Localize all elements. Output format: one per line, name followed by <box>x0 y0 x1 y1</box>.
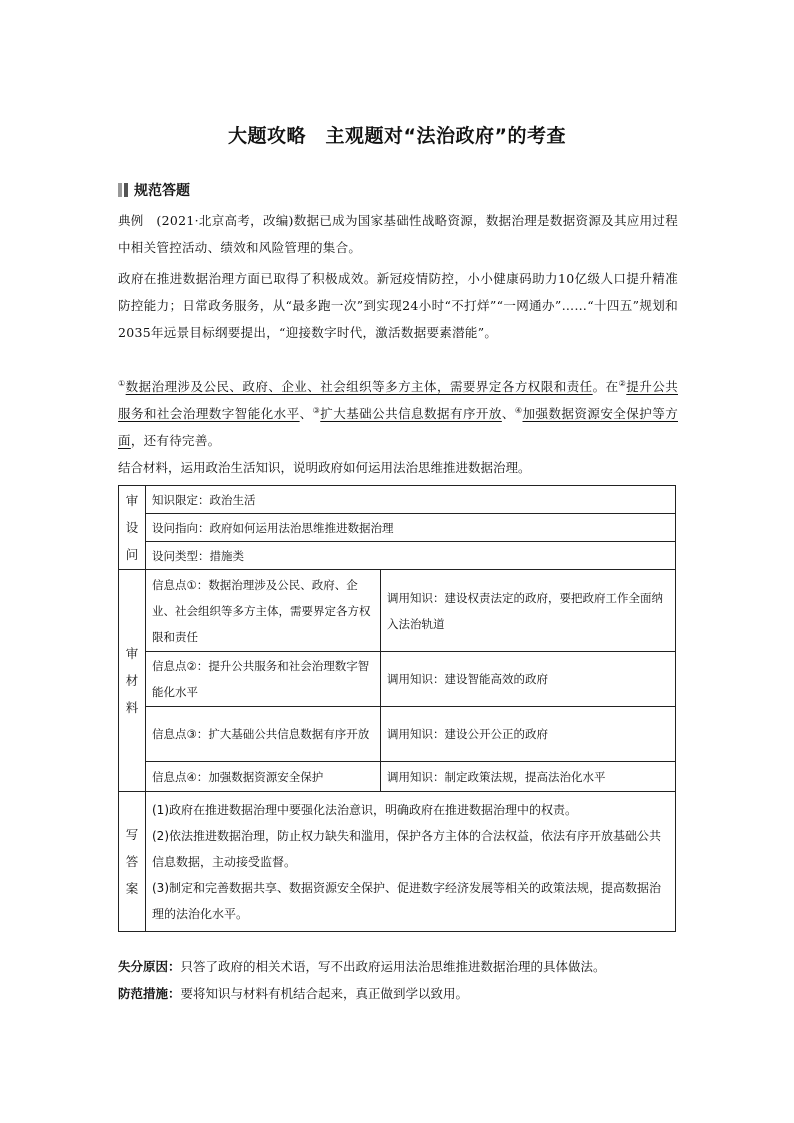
info-point-text: 提升公共服务和社会治理数字智能化水平 <box>152 659 370 699</box>
info-point-cell <box>146 707 381 762</box>
example-line-1: (2021·北京高考，改编)数据已成为国家基础性战略资源，数据治理是数据资源及其应用过程中相关管控活动、绩效和风险管理的集合。 <box>118 213 678 255</box>
info-point-2-text: 提升公共服务和社会治理数字智能化水平 <box>118 379 678 421</box>
info-point-3-text: 扩大基础公共信息数据有序开放 <box>320 406 502 421</box>
question-direction-value: 政府如何运用法治思维推进数据治理 <box>209 520 394 535</box>
question-type-value: 措施类 <box>209 548 244 563</box>
category-label: 审 设 问 <box>125 493 139 562</box>
connector-text: 、 <box>299 406 313 421</box>
category-label: 写 答 案 <box>125 827 139 896</box>
marker-1: ① <box>118 378 126 388</box>
knowledge-label: 调用知识： <box>387 727 445 741</box>
knowledge-label: 调用知识： <box>387 672 445 686</box>
info-point-4-text: 加强数据资源安全保护等方面 <box>118 406 678 448</box>
knowledge-text: 建设公开公正的政府 <box>444 727 548 741</box>
loss-reason-text: 只答了政府的相关术语，写不出政府运用法治思维推进数据治理的具体做法。 <box>180 959 606 974</box>
answer-cell <box>146 792 676 932</box>
category-xiedaan <box>119 792 146 932</box>
knowledge-label: 调用知识： <box>387 769 445 784</box>
answer-item: (3)制定和完善数据共享、数据资源安全保护、促进数字经济发展等相关的政策法规，提高数据治理的法治化水平。 <box>152 880 662 921</box>
knowledge-limit-value: 政治生活 <box>209 492 256 507</box>
knowledge-limit-cell <box>146 486 676 514</box>
info-point-cell <box>146 652 381 707</box>
marker-2: ② <box>618 378 627 388</box>
marker-4: ④ <box>514 405 523 415</box>
example-label: 典例 <box>118 213 144 228</box>
question: 结合材料，运用政治生活知识，说明政府如何运用法治思维推进数据治理。 <box>118 460 531 475</box>
analysis-table <box>118 485 676 932</box>
info-point-text: 扩大基础公共信息数据有序开放 <box>208 727 370 741</box>
knowledge-text: 建设权责法定的政府，要把政府工作全面纳入法治轨道 <box>387 590 663 631</box>
loss-reason-label: 失分原因： <box>118 959 181 974</box>
marker-3: ③ <box>312 405 321 415</box>
knowledge-cell <box>381 707 676 762</box>
info-point-label: 信息点②： <box>152 659 209 673</box>
info-point-cell <box>146 570 381 652</box>
info-point-text: 加强数据资源安全保护 <box>208 769 324 784</box>
section-marker-icon <box>118 183 122 197</box>
loss-reason <box>118 956 678 978</box>
knowledge-text: 制定政策法规，提高法治化水平 <box>444 769 606 784</box>
question-type-cell <box>146 542 676 570</box>
category-shencailiao <box>119 570 146 792</box>
prevention-label: 防范措施： <box>118 986 181 1001</box>
section-heading <box>118 180 638 200</box>
connector-text: ，还有待完善。 <box>130 433 221 448</box>
answer-item: (2)依法推进数据治理，防止权力缺失和滥用，保护各方主体的合法权益，依法有序开放基础公共信息数据，主动接受监督。 <box>152 828 662 869</box>
info-point-label: 信息点①： <box>152 577 209 592</box>
info-point-1-text: 数据治理涉及公民、政府、企业、社会组织等多方主体，需要界定各方权限和责任 <box>125 379 593 394</box>
question-direction-label: 设问指向： <box>152 520 210 535</box>
category-shenshewen <box>119 486 146 570</box>
info-point-label: 信息点④： <box>152 769 209 784</box>
knowledge-cell <box>381 652 676 707</box>
section-marker-icon <box>124 183 128 197</box>
example-material <box>118 373 678 454</box>
category-label: 审 材 料 <box>125 646 139 715</box>
knowledge-limit-label: 知识限定： <box>152 492 210 507</box>
connector-text: 、 <box>501 406 515 421</box>
connector-text: 。在 <box>592 379 619 394</box>
knowledge-text: 建设智能高效的政府 <box>444 672 548 686</box>
info-point-label: 信息点③： <box>152 727 209 741</box>
question-direction-cell <box>146 514 676 542</box>
knowledge-cell <box>381 570 676 652</box>
info-point-text: 数据治理涉及公民、政府、企业、社会组织等多方主体，需要界定各方权限和责任 <box>152 577 371 644</box>
example-intro <box>118 207 678 261</box>
section-title: 规范答题 <box>134 183 190 199</box>
prevention-text: 要将知识与材料有机结合起来，真正做到学以致用。 <box>180 986 469 1001</box>
page-title: 大题攻略 主观题对“法治政府”的考查 <box>228 125 566 147</box>
knowledge-label: 调用知识： <box>387 590 445 605</box>
example-line-2: 政府在推进数据治理方面已取得了积极成效。新冠疫情防控，小小健康码助力10亿级人口提升精准防控能力；日常政务服务，从“最多跑一次”到实现24小时“不打烊”“一网通办”……“十四五”规划和2035年远景目标纲要提出，“迎接数字时代，激活数据要素潜能”。 <box>118 271 678 340</box>
answer-item: (1)政府在推进数据治理中要强化法治意识，明确政府在推进数据治理中的权责。 <box>152 802 578 817</box>
knowledge-cell <box>381 762 676 792</box>
question-type-label: 设问类型： <box>152 548 210 563</box>
info-point-cell <box>146 762 381 792</box>
prevention-measure <box>118 983 678 1005</box>
